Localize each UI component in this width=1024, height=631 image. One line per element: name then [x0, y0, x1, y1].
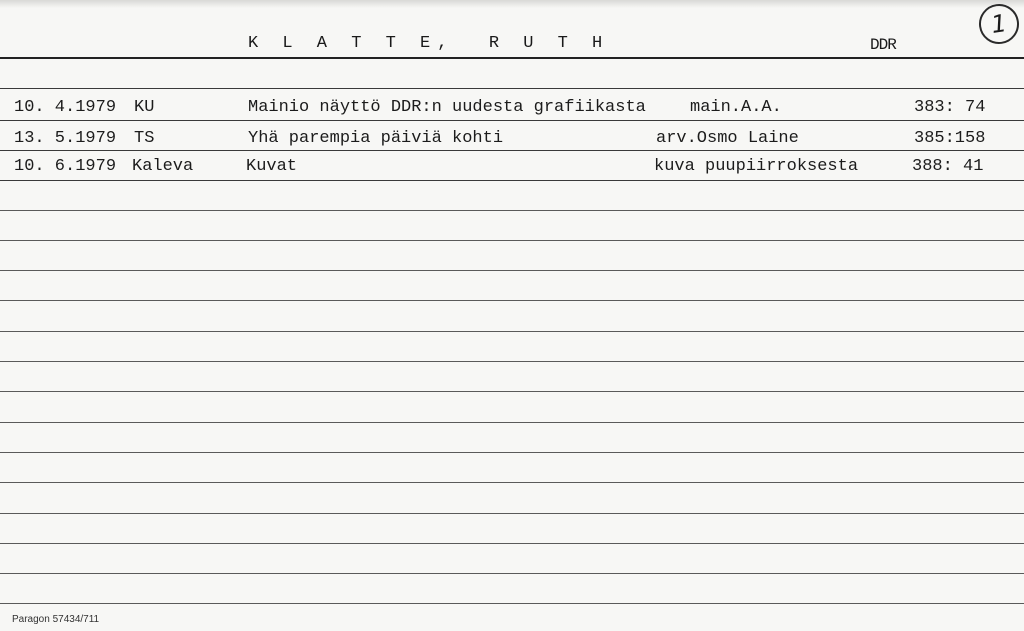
entry-ref: 388: 41: [912, 157, 984, 176]
entry-title: Yhä parempia päiviä kohti: [248, 129, 504, 148]
ruled-line: [0, 331, 1024, 332]
entry-date: 10. 4.1979: [14, 98, 117, 117]
entry-title: Kuvat: [246, 157, 298, 176]
entry-source: KU: [134, 98, 155, 117]
ruled-line: [0, 210, 1024, 211]
card-footer-print: Paragon 57434/711: [12, 614, 100, 625]
ruled-line: [0, 573, 1024, 574]
ruled-line: [0, 603, 1024, 604]
entry-ref: 385:158: [914, 129, 986, 148]
entry-date: 13. 5.1979: [14, 129, 117, 148]
entry-note: main.A.A.: [690, 98, 782, 117]
entry-note: arv.Osmo Laine: [656, 129, 799, 148]
ruled-line: [0, 422, 1024, 423]
entry-source: Kaleva: [132, 157, 194, 176]
ruled-line: [0, 452, 1024, 453]
ruled-line: [0, 270, 1024, 271]
entry-title: Mainio näyttö DDR:n uudesta grafiikasta: [248, 98, 646, 117]
card-country-label: DDR: [870, 36, 896, 54]
ruled-line: [0, 88, 1024, 89]
entry-note: kuva puupiirroksesta: [654, 157, 859, 176]
entry-date: 10. 6.1979: [14, 157, 117, 176]
ruled-line: [0, 180, 1024, 181]
ruled-line: [0, 543, 1024, 544]
ruled-line: [0, 513, 1024, 514]
ruled-line: [0, 391, 1024, 392]
entry-source: TS: [134, 129, 155, 148]
ruled-line: [0, 300, 1024, 301]
ruled-line: [0, 150, 1024, 151]
ruled-line: [0, 361, 1024, 362]
card-name-heading: K L A T T E, R U T H: [248, 34, 610, 53]
ruled-line: [0, 57, 1024, 59]
card-number-circle: 1: [976, 1, 1021, 46]
ruled-line: [0, 482, 1024, 483]
ruled-line: [0, 240, 1024, 241]
ruled-line: [0, 120, 1024, 121]
card-top-edge: [0, 0, 1024, 8]
entry-ref: 383: 74: [914, 98, 986, 117]
